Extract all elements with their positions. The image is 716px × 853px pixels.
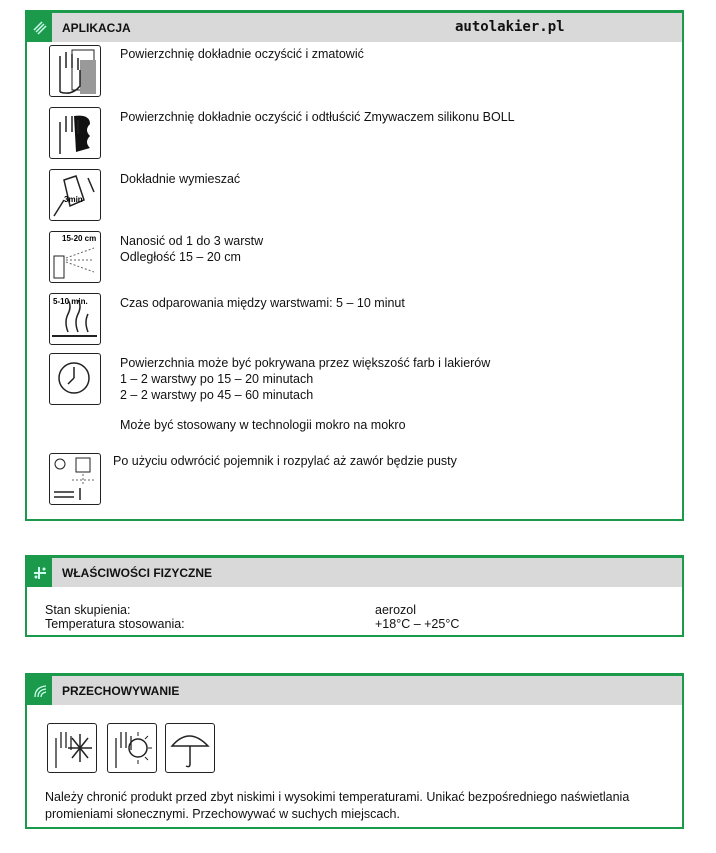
step-text: Po użyciu odwrócić pojemnik i rozpylać aż zawór będzie pusty — [113, 454, 457, 468]
dots-icon — [27, 558, 52, 587]
invert-can-icon — [49, 453, 101, 505]
clock-icon — [49, 353, 101, 405]
application-section — [25, 10, 684, 521]
step-text: Może być stosowany w technologii mokro na mokro — [120, 418, 406, 432]
icon-label: 3min — [64, 195, 83, 204]
property-value: aerozol — [375, 603, 416, 617]
protect-from-frost-icon — [47, 723, 97, 773]
step-text: Dokładnie wymieszać — [120, 172, 241, 186]
section-title: PRZECHOWYWANIE — [62, 684, 180, 698]
section-title: WŁAŚCIWOŚCI FIZYCZNE — [62, 566, 212, 580]
step-text: Powierzchnię dokładnie oczyścić i odtłuścić Zmywaczem silikonu BOLL — [120, 110, 515, 124]
protect-from-heat-icon — [107, 723, 157, 773]
icon-label: 5-10 min. — [53, 297, 88, 306]
step-text: Powierzchnia może być pokrywana przez większość farb i lakierów 1 – 2 warstwy po 15 – 20 minutach 2 – 2 warstwy po 45 – 60 minutach — [120, 356, 491, 402]
keep-dry-icon — [165, 723, 215, 773]
step-text: Czas odparowania między warstwami: 5 – 10 minut — [120, 296, 405, 310]
shake-can-icon — [49, 169, 101, 221]
property-label: Temperatura stosowania: — [45, 617, 185, 631]
section-header — [27, 676, 682, 705]
spray-distance-icon — [49, 231, 101, 283]
section-header — [27, 13, 682, 42]
step-text: Powierzchnię dokładnie oczyścić i zmatowić — [120, 47, 364, 61]
storage-section — [25, 673, 684, 829]
stripes-icon — [27, 13, 52, 42]
section-header — [27, 558, 682, 587]
hand-degreasing-icon — [49, 107, 101, 159]
property-label: Stan skupienia: — [45, 603, 131, 617]
hand-sanding-icon — [49, 45, 101, 97]
brand-label: autolakier.pl — [455, 19, 565, 35]
storage-text: Należy chronić produkt przed zbyt niskimi i wysokimi temperaturami. Unikać bezpośredniego naświetlania promieniami słonecznymi. Przechowywać w suchych miejscach. — [45, 790, 630, 821]
arcs-icon — [27, 676, 52, 705]
flash-off-icon — [49, 293, 101, 345]
icon-label: 15-20 cm — [62, 234, 97, 243]
section-title: APLIKACJA — [62, 21, 131, 35]
step-text: Nanosić od 1 do 3 warstw Odległość 15 – 20 cm — [120, 234, 264, 264]
property-value: +18°C – +25°C — [375, 617, 460, 631]
physical-properties-section — [25, 555, 684, 637]
